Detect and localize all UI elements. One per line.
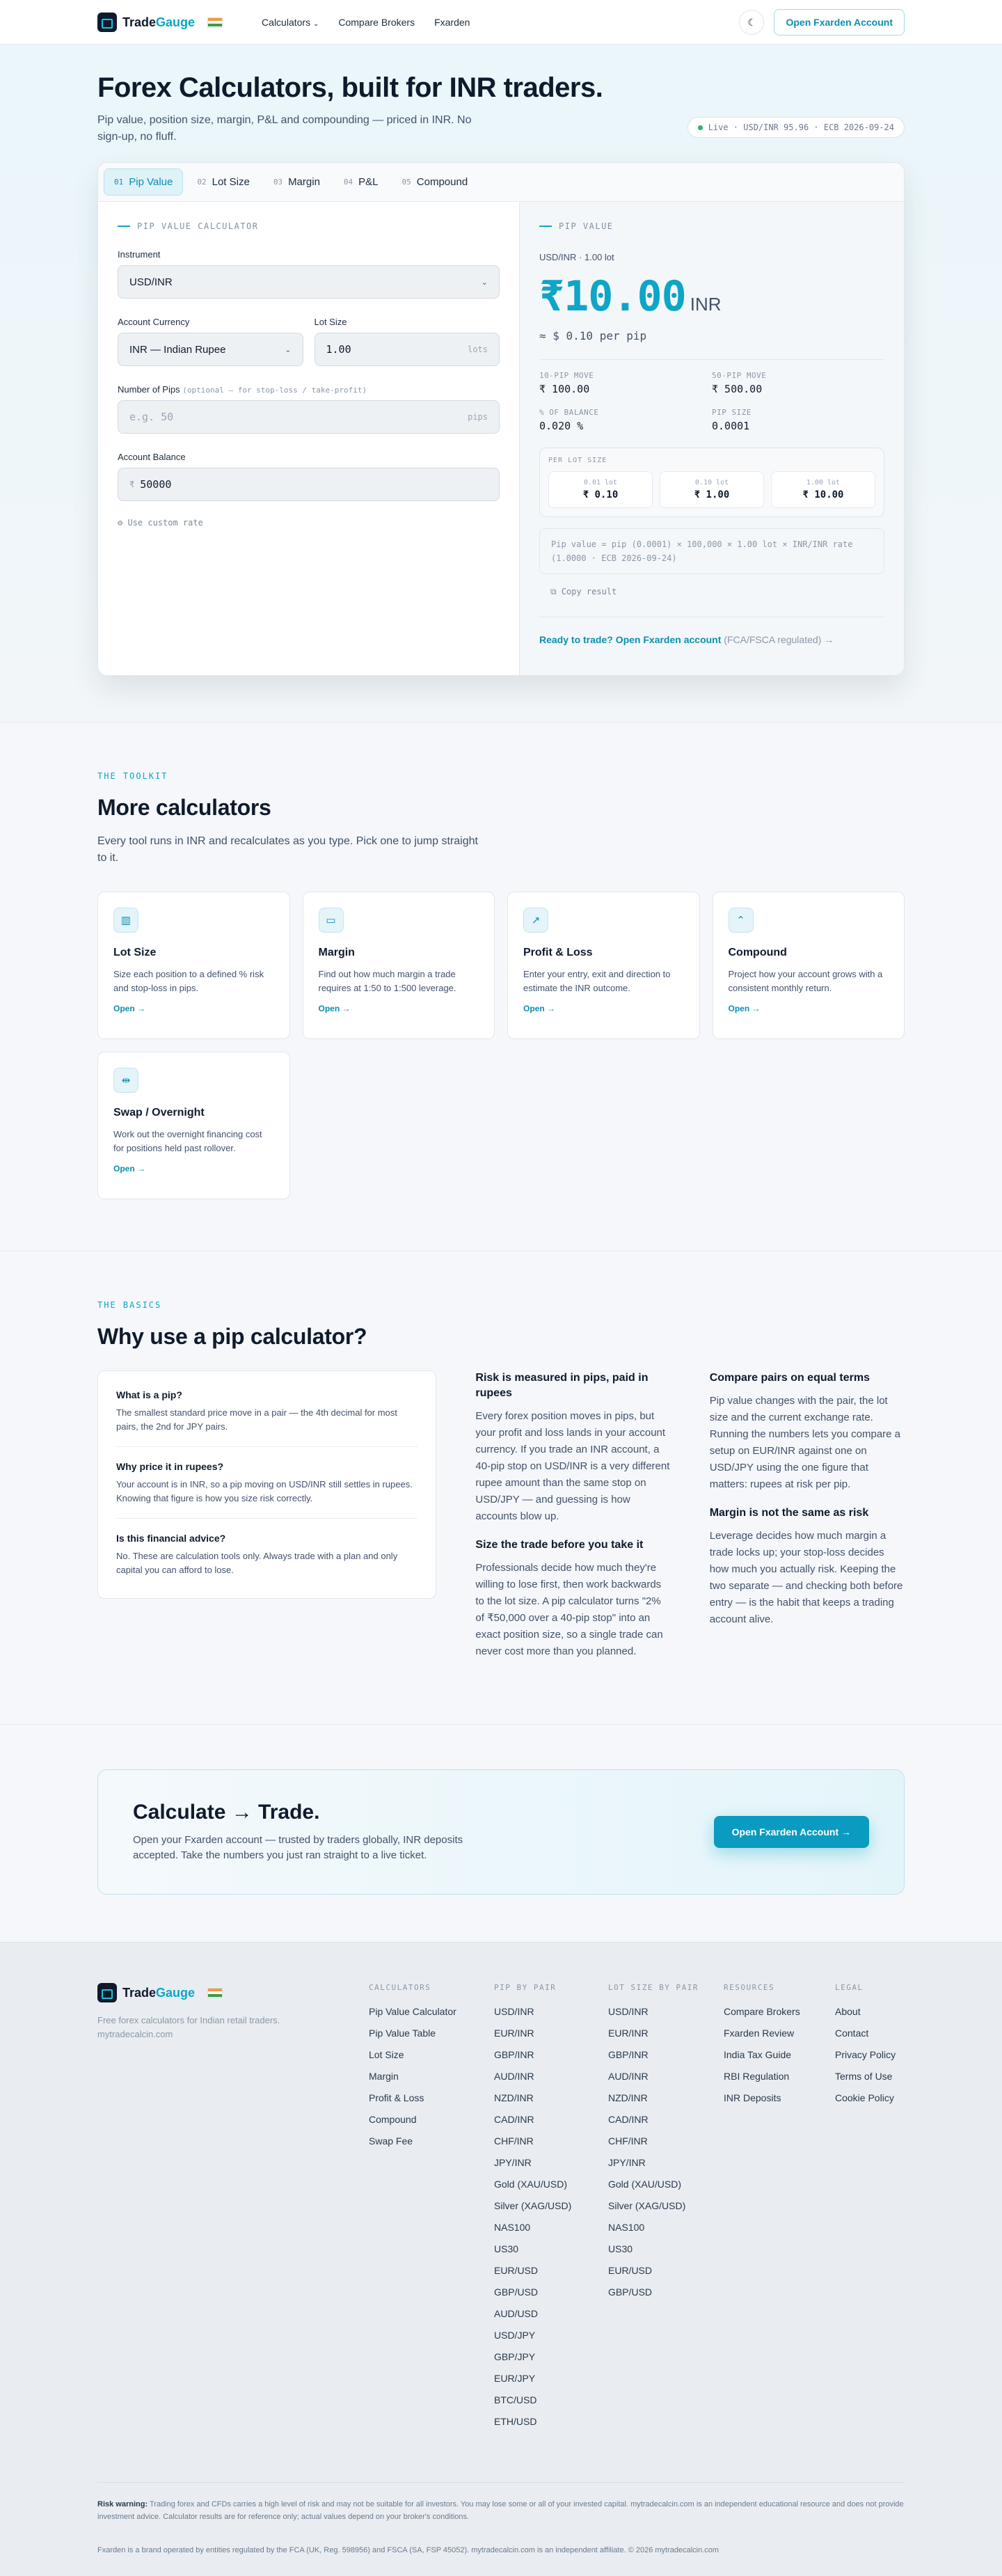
footer-link[interactable]: NAS100 [494,2222,531,2233]
footer-link[interactable]: INR Deposits [724,2092,781,2103]
calculator-card[interactable] [303,892,495,1039]
per-lot-value: ₹ 10.00 [802,489,844,500]
hero-subtitle: Pip value, position size, margin, P&L and compounding — priced in INR. No sign-up, no fluff. [97,114,472,143]
curve-icon: ⌃ [729,908,754,933]
footer-link[interactable]: EUR/INR [494,2028,534,2039]
card-description: Find out how much margin a trade requires at 1:50 to 1:500 leverage. [318,969,456,993]
basics-title: Why use a pip calculator? [97,1324,367,1349]
toolkit-title: More calculators [97,795,271,820]
footer-link[interactable]: Silver (XAG/USD) [494,2200,572,2211]
chevron-down-icon: ⌄ [312,20,319,28]
pips-hint: (optional — for stop-loss / take-profit) [182,386,367,395]
footer-link[interactable]: Lot Size [369,2049,404,2060]
card-description: Enter your entry, exit and direction to estimate the INR outcome. [523,969,671,993]
live-rate-text: Live · USD/INR 95.96 · ECB 2026-09-24 [708,123,894,132]
per-lot-cell [660,471,764,508]
usd-equivalent: ≈ $ 0.10 per pip [539,329,647,342]
currency-value: INR — Indian Rupee [129,343,226,356]
per-lot-cell [548,471,653,508]
per-lot-title: PER LOT SIZE [548,457,607,464]
cta-open-account-button[interactable]: Open Fxarden Account → [714,1816,869,1848]
stat-key: % OF BALANCE [539,408,599,417]
top-nav [0,0,1002,45]
pips-label [118,384,500,395]
card-icon: ▭ [319,908,344,933]
footer-link[interactable]: EUR/USD [608,2265,653,2276]
rupee-icon: ₹ [129,480,135,489]
footer-link[interactable]: CHF/INR [608,2135,648,2147]
calculator-inputs [98,202,519,675]
copy-result-button[interactable]: ⧉ Copy result [550,587,617,596]
live-rate-badge [687,117,905,138]
footer-link[interactable]: Gold (XAU/USD) [608,2179,682,2190]
pips-unit: pips [468,412,488,422]
swap-icon: ⇹ [113,1068,138,1093]
card-description: Work out the overnight financing cost for positions held past rollover. [113,1129,262,1153]
calculator-results [519,202,904,675]
footer-logo[interactable] [97,1983,195,2002]
tab-compound[interactable] [392,169,478,195]
nav-compare-brokers[interactable]: Compare Brokers [338,17,415,28]
custom-rate-toggle[interactable]: ⚙ Use custom rate [118,518,203,528]
chevron-down-icon: ⌄ [285,345,292,354]
stat-50-pip [712,371,884,395]
footer-link[interactable]: Pip Value Table [369,2028,436,2039]
calculator-card[interactable] [97,892,290,1039]
basics-paragraph: Professionals decide how much they're willing to lose first, then work backwards to the lot size. A pip calculator turns "2% of ₹50,000 over a 40-pip stop" into an exact position size, so a single trade can never cost more than you planned. [475,1562,663,1657]
card-title: Swap / Overnight [113,1107,205,1119]
brand-name-a: Trade [122,1985,157,2000]
instrument-label: Instrument [118,249,161,260]
toolkit-lead: Every tool runs in INR and recalculates as you type. Pick one to jump straight to it. [97,835,478,864]
stat-value: ₹ 500.00 [712,383,763,395]
tab-pip-value[interactable] [104,168,183,196]
per-lot-size: 0.01 lot [583,479,618,487]
footer-link[interactable]: JPY/INR [608,2157,646,2168]
card-open-link[interactable]: Open → [113,1004,146,1013]
footer-link[interactable]: Profit & Loss [369,2092,424,2103]
footer-link[interactable]: About [835,2006,861,2017]
tab-num: 02 [197,177,207,187]
footer-link[interactable]: Privacy Policy [835,2049,896,2060]
card-title: Margin [318,947,355,958]
bar-chart-icon: ▥ [113,908,138,933]
per-lot-size: 1.00 lot [806,479,841,487]
footer-link[interactable]: USD/INR [608,2006,649,2017]
footer-link[interactable]: Cookie Policy [835,2092,894,2103]
trend-icon: ↗ [523,908,548,933]
footer-link[interactable]: EUR/INR [608,2028,649,2039]
ready-text: Ready to trade? Open Fxarden account [539,634,722,645]
basics-section [0,1251,1002,1724]
footer [0,1942,1002,2576]
footer-column-heading: LOT SIZE BY PAIR [608,1983,699,1992]
basics-column-1 [475,1370,670,1673]
footer-link[interactable]: Fxarden Review [724,2028,795,2039]
faq-question: Why price it in rupees? [116,1461,224,1472]
tab-pnl[interactable] [334,169,388,195]
basics-eyebrow: THE BASICS [97,1300,162,1310]
stat-key: PIP SIZE [712,408,752,417]
brand-name-a: Trade [122,15,157,29]
brand-logo[interactable] [97,13,195,32]
footer-link[interactable]: ETH/USD [494,2416,537,2427]
balance-input[interactable] [118,468,500,501]
logo-icon [97,13,117,32]
footer-link[interactable]: NZD/INR [494,2092,534,2103]
footer-column [494,1983,608,2437]
footer-link[interactable]: Swap Fee [369,2135,413,2147]
card-open-link[interactable]: Open → [728,1004,761,1013]
risk-label: Risk warning: [97,2500,148,2508]
lot-size-label: Lot Size [314,317,347,327]
basics-paragraph: Every forex position moves in pips, but your profit and loss lands in your account currency. If you trade an INR account, a 40-pip stop on USD/INR is a very different rupee amount than the same stop on USD/JPY — and guessing is how accounts blow up. [475,1410,670,1522]
stat-key: 50-PIP MOVE [712,371,767,380]
footer-link[interactable]: CHF/INR [494,2135,534,2147]
currency-label: Account Currency [118,317,190,327]
footer-link[interactable]: AUD/INR [608,2071,649,2082]
pips-label-text: Number of Pips [118,384,180,395]
footer-link[interactable]: CAD/INR [494,2114,534,2125]
tab-label: Margin [288,176,320,188]
logo-icon [97,1983,117,2002]
card-description: Size each position to a defined % risk and stop-loss in pips. [113,969,264,993]
tab-num: 01 [114,177,124,187]
brand-name-b: Gauge [156,1985,196,2000]
footer-link[interactable]: BTC/USD [494,2394,537,2405]
footer-link[interactable]: USD/INR [494,2006,534,2017]
footer-column [369,1983,494,2437]
card-open-link[interactable]: Open → [318,1004,351,1013]
footer-link[interactable]: Terms of Use [835,2071,893,2082]
chevron-down-icon: ⌄ [481,278,488,287]
india-flag-icon [207,1988,223,1998]
per-lot-cell [771,471,875,508]
faq-item [116,1461,418,1519]
divider [539,359,884,360]
live-dot-icon [698,125,703,130]
formula-box: Pip value = pip (0.0001) × 100,000 × 1.00 lot × INR/INR rate (1.0000 · ECB 2026-09-24) [539,528,884,574]
footer-column [724,1983,835,2437]
faq-answer: Your account is in INR, so a pip moving on USD/INR still settles in rupees. Knowing that figure is how you size risk correctly. [116,1479,413,1503]
per-lot-value: ₹ 1.00 [694,489,730,500]
india-flag-icon [207,17,223,28]
nav-calculators[interactable] [262,17,319,28]
basics-column-2 [710,1370,905,1673]
tab-num: 03 [273,177,283,187]
footer-column-heading: LEGAL [835,1983,864,1992]
risk-text: Trading forex and CFDs carries a high level of risk and may not be suitable for all investors. You may lose some or all of your invested capital. mytradecalcin.com is an independent educational resource and does not provide investment advice. Calculator results are for reference only; actual values depend on your broker's conditions. [97,2500,904,2521]
footer-link[interactable]: GBP/USD [494,2286,539,2298]
lot-unit: lots [468,345,488,354]
open-account-button[interactable]: Open Fxarden Account [774,9,905,35]
moon-icon: ☾ [747,16,756,28]
lot-size-value: 1.00 [326,343,351,356]
brand-note: Fxarden is a brand operated by entities regulated by the FCA (UK, Reg. 598956) and FSCA (SA, FSP 45052). mytradecalcin.com is an independent affiliate. © 2026 mytradecalcin.com [97,2546,719,2554]
currency-select[interactable] [118,333,303,366]
footer-column-heading: CALCULATORS [369,1983,431,1992]
stat-value: 0.020 % [539,420,584,432]
calculator-cards [97,892,905,1251]
basics-heading: Risk is measured in pips, paid in rupees [475,1372,649,1399]
footer-link[interactable]: Gold (XAU/USD) [494,2179,568,2190]
stat-10-pip [539,371,712,395]
pip-value-amount: ₹10.00 [539,272,686,321]
per-lot-table [539,448,884,517]
tab-label: P&L [358,176,379,188]
footer-link[interactable]: EUR/JPY [494,2373,536,2384]
card-title: Lot Size [113,947,157,958]
card-open-link[interactable]: Open → [113,1164,146,1174]
instrument-select[interactable] [118,265,500,299]
footer-link[interactable]: GBP/JPY [494,2351,536,2362]
footer-link[interactable]: Silver (XAG/USD) [608,2200,686,2211]
footer-link[interactable]: GBP/USD [608,2286,653,2298]
basics-heading: Margin is not the same as risk [709,1507,869,1519]
balance-label: Account Balance [118,452,186,462]
tab-num: 05 [401,177,411,187]
footer-link[interactable]: EUR/USD [494,2265,539,2276]
footer-column [835,1983,905,2437]
tab-label: Pip Value [129,176,173,188]
inputs-section-label: PIP VALUE CALCULATOR [118,221,500,231]
footer-brand [97,1983,369,2437]
calculator-tabs [98,163,904,202]
footer-link[interactable]: CAD/INR [608,2114,649,2125]
instrument-value: USD/INR [129,276,173,288]
faq-item [116,1389,418,1447]
calculator-card[interactable] [507,892,700,1039]
stat-pip-size [712,408,884,432]
theme-toggle-button[interactable] [739,10,764,35]
footer-link[interactable]: US30 [608,2243,633,2254]
faq-answer: The smallest standard price move in a pair — the 4th decimal for most pairs, the 2nd for JPY pairs. [116,1407,397,1432]
cta-text: Open your Fxarden account — trusted by traders globally, INR deposits accepted. Take the numbers you just ran straight to a live ticket. [133,1834,463,1861]
footer-link[interactable]: Compare Brokers [724,2006,800,2017]
tab-label: Compound [416,176,468,188]
card-description: Project how your account grows with a consistent monthly return. [728,969,883,993]
footer-link[interactable]: GBP/INR [608,2049,649,2060]
footer-tagline: Free forex calculators for Indian retail traders. mytradecalcin.com [97,2015,280,2039]
footer-link[interactable]: AUD/INR [494,2071,534,2082]
footer-link[interactable]: AUD/USD [494,2308,539,2319]
per-lot-size: 0.10 lot [694,479,729,487]
footer-link[interactable]: RBI Regulation [724,2071,790,2082]
toolkit-eyebrow: THE TOOLKIT [97,771,168,781]
pip-value-display [539,272,884,321]
tab-lot-size[interactable] [187,169,259,195]
toolkit-section [0,722,1002,1251]
faq-card [97,1370,436,1599]
card-title: Compound [728,947,787,958]
pip-value-currency: INR [690,294,722,315]
cta-banner [97,1769,905,1895]
stat-value: 0.0001 [712,420,750,432]
stat-balance-pct [539,408,712,432]
footer-link[interactable]: NAS100 [608,2222,645,2233]
faq-answer: No. These are calculation tools only. Always trade with a plan and only capital you can afford to lose. [116,1551,398,1575]
basics-paragraph: Leverage decides how much margin a trade locks up; your stop-loss decides how much you actually risk. Keeping the two separate — and checking both before entry — is the habit that keeps a trading account alive. [709,1530,903,1625]
faq-item [116,1533,418,1590]
footer-link[interactable]: GBP/INR [494,2049,534,2060]
tab-label: Lot Size [212,176,250,188]
footer-column [608,1983,724,2437]
basics-heading: Compare pairs on equal terms [709,1372,870,1384]
ready-to-trade-link[interactable] [539,617,884,645]
pips-placeholder: e.g. 50 [129,411,174,423]
calculator-card[interactable] [97,1052,290,1199]
pair-lot-line: USD/INR · 1.00 lot [539,252,614,262]
footer-fine-print [97,2482,905,2576]
footer-link[interactable]: USD/JPY [494,2330,536,2341]
card-open-link[interactable]: Open → [523,1004,556,1013]
result-stats [539,371,884,432]
cta-section [0,1724,1002,1942]
brand-name-b: Gauge [156,15,196,29]
footer-link[interactable]: Pip Value Calculator [369,2006,456,2017]
footer-column-heading: PIP BY PAIR [494,1983,557,1992]
basics-heading: Size the trade before you take it [475,1539,644,1551]
stat-key: 10-PIP MOVE [539,371,594,380]
nav-calculators-label: Calculators [262,17,311,28]
nav-fxarden[interactable]: Fxarden [434,17,470,28]
cta-title: Calculate → Trade. [133,1801,320,1824]
lot-size-input[interactable] [315,333,500,366]
pips-input[interactable] [118,400,500,434]
footer-link[interactable]: Contact [835,2028,869,2039]
footer-link[interactable]: NZD/INR [608,2092,648,2103]
results-section-label: PIP VALUE [539,221,884,231]
calculator-panel [97,162,905,676]
stat-value: ₹ 100.00 [539,383,590,395]
balance-value: 50000 [140,478,172,491]
footer-link[interactable]: US30 [494,2243,519,2254]
tab-num: 04 [343,177,353,187]
footer-column-heading: RESOURCES [724,1983,775,1992]
card-title: Profit & Loss [523,947,593,958]
calculator-card[interactable] [713,892,905,1039]
footer-link[interactable]: India Tax Guide [724,2049,792,2060]
faq-question: What is a pip? [116,1389,182,1400]
basics-paragraph: Pip value changes with the pair, the lot size and the current exchange rate. Running the numbers lets you compare a setup on EUR/INR against one on USD/JPY using the one figure that matters: rupees at risk per pip. [709,1395,901,1490]
tab-margin[interactable] [264,169,330,195]
footer-link[interactable]: JPY/INR [494,2157,532,2168]
per-lot-value: ₹ 0.10 [582,489,619,500]
faq-question: Is this financial advice? [116,1533,226,1544]
page-title: Forex Calculators, built for INR traders. [97,72,603,103]
ready-regulation: (FCA/FSCA regulated) → [724,634,834,645]
footer-link[interactable]: Compound [369,2114,417,2125]
footer-link[interactable]: Margin [369,2071,399,2082]
hero-section [0,45,1002,722]
